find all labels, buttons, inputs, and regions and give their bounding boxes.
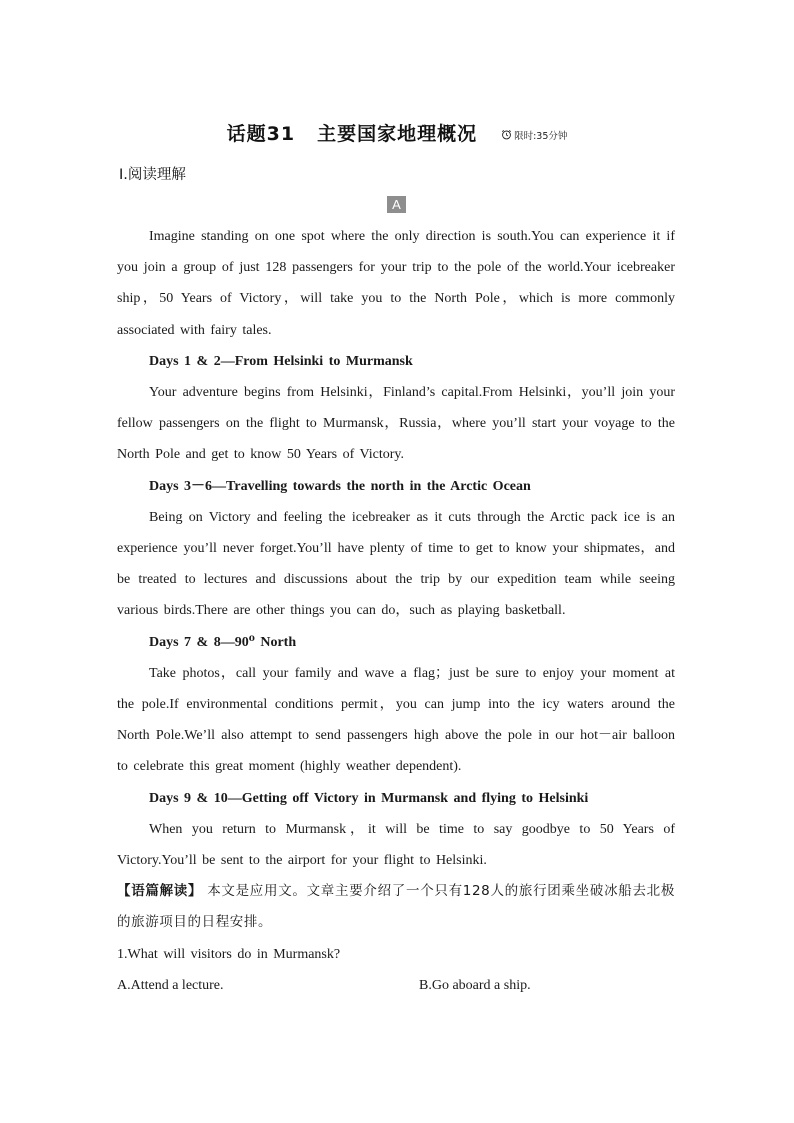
time-limit-text: 限时:35分钟 <box>514 130 568 142</box>
option-a[interactable]: A.Attend a lecture. <box>117 977 224 993</box>
alarm-clock-icon <box>501 129 512 140</box>
passage-analysis <box>117 876 675 938</box>
day-heading: Days 3－6—Travelling towards the north in the Arctic Ocean <box>149 478 531 494</box>
time-limit <box>501 128 567 142</box>
day-paragraph: Being on Victory and feeling the icebreaker as it cuts through the Arctic pack ice is an experience you’ll never forget.You’ll have plenty of time to get to know your shipmates，and be treated to lectures and discussions about the trip by our expedition team while seeing various birds.There are other things you can do，such as playing basketball. <box>117 509 675 619</box>
day-paragraph: Take photos，call your family and wave a flag；just be sure to enjoy your moment at the pole.If environmental conditions permit，you can jump into the icy waters around the North Pole.We’ll also attempt to send passengers high above the pole in our hot－air balloon to celebrate this great moment (highly weather dependent). <box>117 665 675 775</box>
topic-number: 话题31 <box>226 123 296 145</box>
day-paragraph: When you return to Murmansk，it will be time to say goodbye to 50 Years of Victory.You’ll be sent to the airport for your flight to Helsinki. <box>117 821 675 869</box>
day-heading: Days 1 & 2—From Helsinki to Murmansk <box>149 353 413 369</box>
topic-title: 主要国家地理概况 <box>317 123 478 145</box>
option-b[interactable]: B.Go aboard a ship. <box>419 977 531 993</box>
passage-body <box>117 221 675 1001</box>
day-heading: Days 9 & 10—Getting off Victory in Murmansk and flying to Helsinki <box>149 790 589 806</box>
day-paragraph: Your adventure begins from Helsinki，Finland’s capital.From Helsinki，you’ll join your fellow passengers on the flight to Murmansk，Russia，where you’ll start your voyage to the North Pole and get to know 50 Years of Victory. <box>117 385 675 463</box>
analysis-text: 本文是应用文。文章主要介绍了一个只有128人的旅行团乘坐破冰船去北极的旅游项目的日程安排。 <box>117 883 675 931</box>
section-heading: Ⅰ.阅读理解 <box>119 167 186 183</box>
intro-paragraph: Imagine standing on one spot where the only direction is south.You can experience it if you join a group of just 128 passengers for your trip to the pole of the world.Your icebreaker ship，50 Years of Victory，will take you to the North Pole，which is more commonly associated with fairy tales. <box>117 229 675 338</box>
passage-badge: A <box>387 196 406 213</box>
answer-options <box>117 970 675 1001</box>
title-row <box>0 119 794 146</box>
question-stem: 1.What will visitors do in Murmansk? <box>117 946 341 962</box>
day-heading: Days 7 & 8—90⁰ North <box>149 634 297 650</box>
analysis-tag: 【语篇解读】 <box>117 883 203 900</box>
